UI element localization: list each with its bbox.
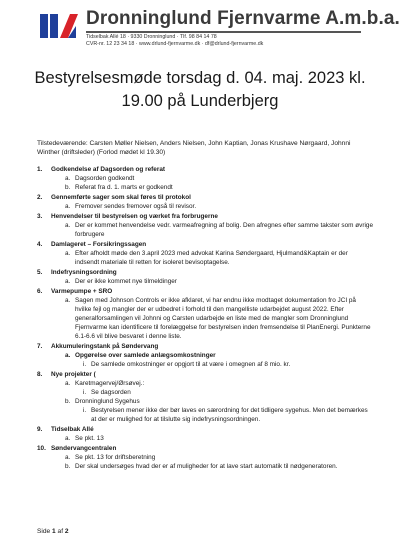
agenda-subitem-letter: a. — [65, 434, 71, 442]
company-name: Dronninglund Fjernvarme A.m.b.a. — [86, 8, 400, 29]
agenda-item-number: 8. — [37, 371, 43, 379]
agenda-subitem — [51, 278, 373, 287]
agenda-item-number: 1. — [37, 166, 43, 173]
agenda-subitem-text: Der er kommet henvendelse vedr. varmeafregning af bolig. Den afregnes efter samme takster som øvrige forbrugere — [75, 222, 374, 238]
agenda-subitem-letter: a. — [65, 278, 71, 286]
agenda-subitem — [51, 463, 373, 472]
agenda-item-heading: Henvendelser til bestyrelsen og værket fra forbrugerne — [51, 213, 218, 221]
agenda-item-heading: Gennemførte sager som skal føres til protokol — [51, 194, 191, 202]
footer-of: af — [55, 528, 65, 535]
agenda-subsubitem-numeral: i. — [83, 360, 87, 368]
agenda-subitem-letter: b. — [65, 462, 71, 470]
page-footer — [37, 528, 69, 535]
company-address: Tidselbak Allé 18 · 9330 Dronninglund · Tlf. 98 84 14 78 — [86, 34, 217, 40]
agenda-subitem-letter: a. — [65, 250, 71, 258]
agenda-subitem-letter: b. — [65, 183, 71, 191]
agenda-item-heading: Varmepumpe + SRO — [51, 288, 113, 296]
agenda-subitem — [51, 398, 373, 407]
agenda-subsubitem-numeral: i. — [83, 388, 87, 396]
agenda-subitem-text: Opgørelse over samlede anlægsomkostninger — [75, 351, 216, 359]
agenda-item — [37, 371, 373, 424]
agenda-item-number: 10. — [37, 444, 46, 452]
agenda-subitem-text: Dronninglund Sygehus — [75, 397, 140, 405]
agenda-item-heading: Nye projekter ( — [51, 371, 96, 379]
agenda-subitem-text: Dagsorden godkendt — [75, 174, 135, 182]
letterhead-divider — [86, 31, 361, 33]
agenda-subsubitem — [51, 407, 373, 425]
agenda-item — [37, 445, 373, 472]
agenda-subitem-text: Der er ikke kommet nye tilmeldinger — [75, 278, 177, 286]
agenda-item-heading: Søndervangcentralen — [51, 444, 117, 452]
agenda-subsubitem-text: Bestyrelsen mener ikke der bør laves en særordning for det tidligere sygehus. Men det bemærkes at der er mulighed for at tilslutte sig indefrysningsordningen. — [91, 406, 368, 423]
document-title: Bestyrelsesmøde torsdag d. 04. maj. 2023 kl. 19.00 på Lunderbjerg — [34, 69, 366, 110]
agenda-list — [37, 166, 373, 473]
agenda-subsubitem-text: De samlede omkostninger er opgjort til at være i omegnen af 8 mio. kr. — [91, 360, 291, 368]
agenda-subitem — [51, 203, 373, 212]
agenda-item-number: 6. — [37, 288, 43, 296]
agenda-item-heading: Godkendelse af Dagsorden og referat — [51, 166, 165, 173]
agenda-subitem — [51, 435, 373, 444]
agenda-subsubitem-numeral: i. — [83, 406, 87, 414]
agenda-item — [37, 288, 373, 341]
agenda-item — [37, 343, 373, 370]
footer-total: 2 — [64, 528, 69, 535]
agenda-subitem-letter: b. — [65, 397, 71, 405]
agenda-item — [37, 269, 373, 287]
agenda-item — [37, 166, 373, 193]
agenda-subsubitem-text: Se dagsorden — [91, 388, 131, 396]
agenda-item-heading: Akkumuleringstank på Søndervang — [51, 343, 159, 350]
agenda-subitem-text: Karetmagervej/Ørsøvej.: — [75, 379, 145, 387]
agenda-item-number: 5. — [37, 269, 43, 277]
agenda-subitem-letter: a. — [65, 453, 71, 461]
company-logo — [38, 12, 80, 40]
agenda-subsubitem — [51, 361, 373, 370]
agenda-item — [37, 241, 373, 268]
agenda-item-number: 2. — [37, 194, 43, 202]
agenda-subitem — [51, 297, 373, 342]
attendees-text: Tilstedeværende: Carsten Møller Nielsen, Anders Nielsen, John Kaptian, Jonas Krushave Nørgaard, Johnni Winther (driftsleder) (Forlod mødet kl 19.30) — [37, 140, 351, 156]
agenda-subitem — [51, 380, 373, 389]
agenda-item — [37, 194, 373, 212]
agenda-subitem-text: Efter afholdt møde den 3.april 2023 med advokat Karina Søndergaard, Hjulmand&Kaptain er der indsendt materiale til retten for isoleret bevisoptagelse. — [75, 250, 348, 266]
agenda-subitem — [51, 250, 373, 268]
agenda-subitem-text: Sagen med Johnson Controls er ikke afklaret, vi har endnu ikke modtaget dokumentation fro JCI på hvilke fejl og mangler der er udbedret i forhold til den mangelliste udarbejdet august 2022. Efter generalforsamlingen vil Johnni og Carsten udarbejde en liste med de mangler som Dronninglund Fjernvarme kan identificere til forelæggelse for bestyrelsen inden fremsendelse til PlanEnergi. Punkterne 6.1-6.6 vil blive besvaret i denne liste. — [75, 297, 371, 340]
agenda-item-number: 3. — [37, 213, 43, 221]
agenda-item-heading: Damlageret – Forsikringssagen — [51, 241, 147, 249]
agenda-subitem — [51, 222, 373, 240]
agenda-subitem-text: Referat fra d. 1. marts er godkendt — [75, 183, 173, 191]
agenda-subitem — [51, 184, 373, 193]
agenda-subitem-letter: a. — [65, 351, 71, 359]
agenda-subitem-text: Se pkt. 13 — [75, 434, 104, 442]
company-contact: CVR-nr. 12 23 34 18 · www.drlund-fjernvarme.dk · df@drlund-fjernvarme.dk — [86, 41, 264, 47]
agenda-subitem-text: Se pkt. 13 for driftsberetning — [75, 453, 156, 461]
agenda-item-number: 7. — [37, 343, 43, 350]
agenda-subitem-letter: a. — [65, 297, 71, 305]
agenda-subitem-text: Der skal undersøges hvad der er af muligheder for at lave start automatik til nødgeneratoren. — [75, 462, 338, 470]
agenda-subitem-text: Fremover sendes fremover også til revisor. — [75, 202, 197, 210]
agenda-subitem-letter: a. — [65, 222, 71, 230]
agenda-subsubitem — [51, 389, 373, 398]
agenda-item-heading: Indefrysningsordning — [51, 269, 117, 277]
agenda-subitem — [51, 175, 373, 184]
footer-page: 1 — [52, 528, 56, 535]
agenda-item-number: 9. — [37, 425, 43, 433]
agenda-item — [37, 213, 373, 240]
agenda-subitem — [51, 454, 373, 463]
agenda-item-number: 4. — [37, 241, 43, 249]
agenda-subitem-letter: a. — [65, 202, 71, 210]
footer-prefix: Side — [37, 528, 53, 535]
agenda-subitem — [51, 352, 373, 361]
agenda-subitem-letter: a. — [65, 379, 71, 387]
agenda-item-heading: Tidselbak Allé — [51, 425, 94, 433]
agenda-item — [37, 426, 373, 444]
agenda-subitem-letter: a. — [65, 174, 71, 182]
